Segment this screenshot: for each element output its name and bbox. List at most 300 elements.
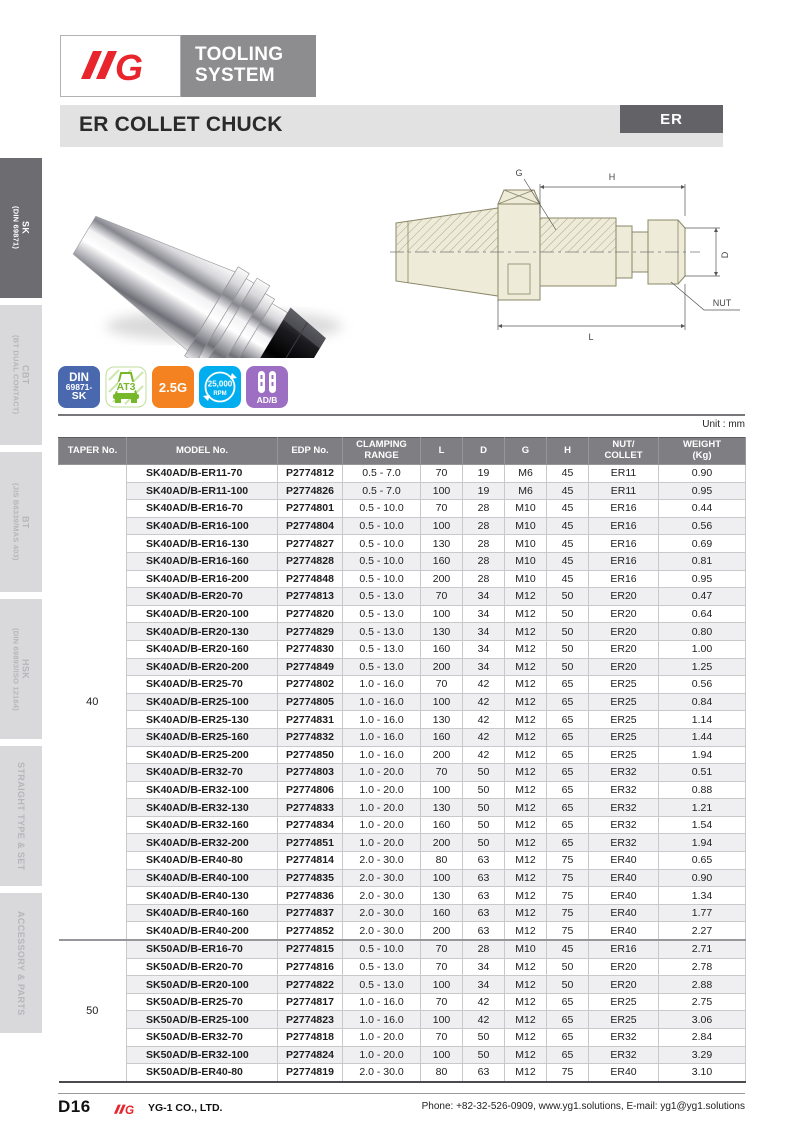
model-no-cell: SK40AD/B-ER16-100 bbox=[127, 517, 278, 535]
model-no-cell: SK40AD/B-ER25-100 bbox=[127, 693, 278, 711]
banner-line2: SYSTEM bbox=[195, 65, 275, 86]
sidebar-tab-label: CBT bbox=[20, 365, 31, 385]
din-badge-line2: 69871- bbox=[65, 382, 93, 393]
table-row bbox=[59, 781, 746, 799]
weight-cell: 0.80 bbox=[659, 623, 746, 641]
clamping-range-cell: 0.5 - 7.0 bbox=[343, 465, 421, 483]
at3-badge-label: AT3 bbox=[116, 381, 136, 393]
dim-g-cell: M12 bbox=[505, 869, 547, 887]
model-no-cell: SK40AD/B-ER20-160 bbox=[127, 640, 278, 658]
weight-cell: 2.78 bbox=[659, 958, 746, 976]
clamping-range-cell: 0.5 - 13.0 bbox=[343, 623, 421, 641]
dim-d-cell: 42 bbox=[463, 693, 505, 711]
nut-collet-cell: ER32 bbox=[589, 1046, 659, 1064]
sidebar-tab-sublabel: (JIS B6339/MAS 403) bbox=[11, 483, 21, 561]
dim-l-cell: 80 bbox=[421, 1064, 463, 1082]
clamping-range-cell: 1.0 - 16.0 bbox=[343, 728, 421, 746]
clamping-range-cell: 2.0 - 30.0 bbox=[343, 904, 421, 922]
table-row bbox=[59, 500, 746, 518]
nut-collet-cell: ER16 bbox=[589, 517, 659, 535]
weight-cell: 0.56 bbox=[659, 676, 746, 694]
edp-no-cell: P2774823 bbox=[278, 1011, 343, 1029]
dim-l-cell: 130 bbox=[421, 535, 463, 553]
weight-cell: 1.00 bbox=[659, 640, 746, 658]
model-no-cell: SK50AD/B-ER16-70 bbox=[127, 940, 278, 958]
dim-g-cell: M12 bbox=[505, 623, 547, 641]
dim-h-cell: 65 bbox=[547, 1029, 589, 1047]
model-no-cell: SK40AD/B-ER32-160 bbox=[127, 816, 278, 834]
dim-l-cell: 200 bbox=[421, 834, 463, 852]
dim-l-cell: 70 bbox=[421, 588, 463, 606]
table-header-row bbox=[59, 438, 746, 465]
table-row bbox=[59, 676, 746, 694]
edp-no-cell: P2774820 bbox=[278, 605, 343, 623]
sidebar-tab-label: SK bbox=[20, 221, 31, 235]
model-no-cell: SK50AD/B-ER20-100 bbox=[127, 976, 278, 994]
dim-d-cell: 50 bbox=[463, 781, 505, 799]
dim-h-cell: 45 bbox=[547, 570, 589, 588]
weight-cell: 1.21 bbox=[659, 799, 746, 817]
model-no-cell: SK50AD/B-ER32-100 bbox=[127, 1046, 278, 1064]
dim-g-cell: M10 bbox=[505, 500, 547, 518]
dim-l-cell: 100 bbox=[421, 517, 463, 535]
model-no-cell: SK40AD/B-ER20-130 bbox=[127, 623, 278, 641]
clamping-range-cell: 1.0 - 16.0 bbox=[343, 711, 421, 729]
table-row bbox=[59, 993, 746, 1011]
dim-l-cell: 100 bbox=[421, 869, 463, 887]
model-no-cell: SK40AD/B-ER16-200 bbox=[127, 570, 278, 588]
clamping-range-cell: 0.5 - 13.0 bbox=[343, 658, 421, 676]
clamping-range-cell: 1.0 - 20.0 bbox=[343, 781, 421, 799]
dim-g-cell: M12 bbox=[505, 640, 547, 658]
edp-no-cell: P2774818 bbox=[278, 1029, 343, 1047]
clamping-range-cell: 1.0 - 16.0 bbox=[343, 746, 421, 764]
sidebar-tab-label: STRAIGHT TYPE & SET bbox=[16, 761, 26, 871]
sidebar-tab-text bbox=[12, 206, 31, 249]
page-number: D16 bbox=[58, 1097, 91, 1116]
balance-grade-badge: 2.5G bbox=[152, 366, 194, 408]
dim-l-cell: 200 bbox=[421, 658, 463, 676]
clamping-range-cell: 1.0 - 16.0 bbox=[343, 1011, 421, 1029]
dim-l-cell: 160 bbox=[421, 728, 463, 746]
clamping-range-cell: 2.0 - 30.0 bbox=[343, 922, 421, 940]
edp-no-cell: P2774827 bbox=[278, 535, 343, 553]
sidebar-tab-sublabel: (DIN 69893/ISO 12164) bbox=[11, 627, 21, 711]
weight-cell: 0.69 bbox=[659, 535, 746, 553]
dim-l-cell: 160 bbox=[421, 640, 463, 658]
nut-collet-cell: ER25 bbox=[589, 676, 659, 694]
table-row bbox=[59, 904, 746, 922]
nut-collet-cell: ER25 bbox=[589, 728, 659, 746]
table-row bbox=[59, 693, 746, 711]
dim-g-cell: M12 bbox=[505, 904, 547, 922]
nut-collet-cell: ER20 bbox=[589, 623, 659, 641]
dim-d-cell: 42 bbox=[463, 746, 505, 764]
nut-collet-cell: ER16 bbox=[589, 500, 659, 518]
nut-collet-cell: ER40 bbox=[589, 904, 659, 922]
edp-no-cell: P2774803 bbox=[278, 764, 343, 782]
clamping-range-cell: 2.0 - 30.0 bbox=[343, 852, 421, 870]
dim-label-d: D bbox=[720, 251, 730, 259]
dim-l-cell: 160 bbox=[421, 816, 463, 834]
nut-collet-cell: ER32 bbox=[589, 834, 659, 852]
dim-l-cell: 100 bbox=[421, 482, 463, 500]
weight-cell: 1.44 bbox=[659, 728, 746, 746]
table-row bbox=[59, 976, 746, 994]
nut-collet-cell: ER40 bbox=[589, 887, 659, 905]
dim-l-cell: 70 bbox=[421, 993, 463, 1011]
model-no-cell: SK40AD/B-ER16-160 bbox=[127, 552, 278, 570]
edp-no-cell: P2774851 bbox=[278, 834, 343, 852]
table-row bbox=[59, 887, 746, 905]
edp-no-cell: P2774835 bbox=[278, 869, 343, 887]
dim-h-cell: 45 bbox=[547, 552, 589, 570]
dim-h-cell: 65 bbox=[547, 834, 589, 852]
dim-h-cell: 75 bbox=[547, 1064, 589, 1082]
nut-collet-cell: ER16 bbox=[589, 940, 659, 958]
sidebar-tab-sublabel: (BT DUAL CONTACT) bbox=[11, 335, 21, 415]
dim-h-cell: 65 bbox=[547, 711, 589, 729]
column-header: H bbox=[547, 438, 589, 465]
weight-cell: 0.64 bbox=[659, 605, 746, 623]
edp-no-cell: P2774822 bbox=[278, 976, 343, 994]
clamping-range-cell: 0.5 - 7.0 bbox=[343, 482, 421, 500]
nut-collet-cell: ER20 bbox=[589, 605, 659, 623]
dim-h-cell: 50 bbox=[547, 588, 589, 606]
edp-no-cell: P2774852 bbox=[278, 922, 343, 940]
nut-collet-cell: ER16 bbox=[589, 552, 659, 570]
edp-no-cell: P2774813 bbox=[278, 588, 343, 606]
dim-d-cell: 63 bbox=[463, 869, 505, 887]
clamping-range-cell: 2.0 - 30.0 bbox=[343, 869, 421, 887]
nut-collet-cell: ER20 bbox=[589, 640, 659, 658]
weight-cell: 1.77 bbox=[659, 904, 746, 922]
weight-cell: 0.84 bbox=[659, 693, 746, 711]
dim-l-cell: 70 bbox=[421, 940, 463, 958]
column-header: D bbox=[463, 438, 505, 465]
nut-collet-cell: ER20 bbox=[589, 976, 659, 994]
table-row bbox=[59, 552, 746, 570]
dim-g-cell: M12 bbox=[505, 799, 547, 817]
dim-l-cell: 100 bbox=[421, 693, 463, 711]
table-row bbox=[59, 711, 746, 729]
dim-h-cell: 75 bbox=[547, 887, 589, 905]
company-name: YG-1 CO., LTD. bbox=[148, 1102, 223, 1114]
table-row bbox=[59, 465, 746, 483]
table-row bbox=[59, 799, 746, 817]
edp-no-cell: P2774804 bbox=[278, 517, 343, 535]
table-row bbox=[59, 1064, 746, 1082]
dim-d-cell: 63 bbox=[463, 904, 505, 922]
dim-l-cell: 70 bbox=[421, 1029, 463, 1047]
dim-l-cell: 130 bbox=[421, 711, 463, 729]
model-no-cell: SK40AD/B-ER20-100 bbox=[127, 605, 278, 623]
edp-no-cell: P2774817 bbox=[278, 993, 343, 1011]
dim-h-cell: 65 bbox=[547, 816, 589, 834]
dim-h-cell: 50 bbox=[547, 605, 589, 623]
dim-d-cell: 28 bbox=[463, 552, 505, 570]
edp-no-cell: P2774849 bbox=[278, 658, 343, 676]
dim-l-cell: 130 bbox=[421, 887, 463, 905]
yg-logo-box bbox=[60, 35, 181, 97]
edp-no-cell: P2774829 bbox=[278, 623, 343, 641]
weight-cell: 2.88 bbox=[659, 976, 746, 994]
model-no-cell: SK50AD/B-ER25-100 bbox=[127, 1011, 278, 1029]
table-row bbox=[59, 535, 746, 553]
dim-g-cell: M12 bbox=[505, 1011, 547, 1029]
dim-h-cell: 75 bbox=[547, 904, 589, 922]
clamping-range-cell: 1.0 - 16.0 bbox=[343, 993, 421, 1011]
clamping-range-cell: 0.5 - 13.0 bbox=[343, 588, 421, 606]
clamping-range-cell: 1.0 - 16.0 bbox=[343, 693, 421, 711]
dim-g-cell: M12 bbox=[505, 658, 547, 676]
column-header: L bbox=[421, 438, 463, 465]
table-row bbox=[59, 746, 746, 764]
nut-collet-cell: ER16 bbox=[589, 570, 659, 588]
weight-cell: 0.90 bbox=[659, 869, 746, 887]
edp-no-cell: P2774812 bbox=[278, 465, 343, 483]
at3-taper-badge bbox=[105, 366, 147, 408]
dim-l-cell: 70 bbox=[421, 958, 463, 976]
weight-cell: 3.29 bbox=[659, 1046, 746, 1064]
model-no-cell: SK40AD/B-ER32-100 bbox=[127, 781, 278, 799]
nut-collet-cell: ER32 bbox=[589, 781, 659, 799]
dim-g-cell: M12 bbox=[505, 816, 547, 834]
nut-collet-cell: ER25 bbox=[589, 1011, 659, 1029]
dim-h-cell: 65 bbox=[547, 1046, 589, 1064]
sidebar-tab-text bbox=[12, 335, 31, 414]
dim-g-cell: M12 bbox=[505, 676, 547, 694]
nut-collet-cell: ER40 bbox=[589, 852, 659, 870]
taper-no-cell: 50 bbox=[59, 940, 127, 1082]
sidebar-tab-straight-type-set bbox=[0, 746, 42, 886]
coolant-badge-label: AD/B bbox=[256, 395, 278, 405]
page-title: ER COLLET CHUCK bbox=[79, 113, 283, 136]
weight-cell: 0.95 bbox=[659, 482, 746, 500]
table-row bbox=[59, 623, 746, 641]
sidebar-tab-cbt bbox=[0, 305, 42, 445]
dim-g-cell: M6 bbox=[505, 465, 547, 483]
dim-g-cell: M12 bbox=[505, 711, 547, 729]
dim-l-cell: 70 bbox=[421, 500, 463, 518]
weight-cell: 1.94 bbox=[659, 746, 746, 764]
table-row bbox=[59, 482, 746, 500]
dim-g-cell: M12 bbox=[505, 693, 547, 711]
technical-drawing bbox=[388, 160, 746, 348]
dim-h-cell: 45 bbox=[547, 940, 589, 958]
rpm-badge-value: 25,000 bbox=[207, 379, 233, 389]
nut-collet-cell: ER40 bbox=[589, 1064, 659, 1082]
weight-cell: 3.06 bbox=[659, 1011, 746, 1029]
dim-g-cell: M10 bbox=[505, 552, 547, 570]
dim-d-cell: 42 bbox=[463, 1011, 505, 1029]
dim-d-cell: 50 bbox=[463, 816, 505, 834]
sidebar-tab-hsk bbox=[0, 599, 42, 739]
table-row bbox=[59, 658, 746, 676]
dim-g-cell: M12 bbox=[505, 1046, 547, 1064]
yg-footer-logo-letter: G bbox=[125, 1104, 135, 1117]
dim-h-cell: 50 bbox=[547, 640, 589, 658]
dim-g-cell: M12 bbox=[505, 781, 547, 799]
spec-table bbox=[58, 437, 746, 1083]
table-row bbox=[59, 869, 746, 887]
dim-h-cell: 65 bbox=[547, 799, 589, 817]
dim-d-cell: 50 bbox=[463, 834, 505, 852]
dim-d-cell: 34 bbox=[463, 623, 505, 641]
clamping-range-cell: 1.0 - 20.0 bbox=[343, 1029, 421, 1047]
dim-d-cell: 50 bbox=[463, 1046, 505, 1064]
dim-d-cell: 28 bbox=[463, 535, 505, 553]
nut-collet-cell: ER40 bbox=[589, 869, 659, 887]
dim-h-cell: 65 bbox=[547, 693, 589, 711]
dim-d-cell: 42 bbox=[463, 993, 505, 1011]
column-header: WEIGHT (Kg) bbox=[659, 438, 746, 465]
model-no-cell: SK40AD/B-ER16-130 bbox=[127, 535, 278, 553]
footer-rule bbox=[58, 1093, 745, 1094]
tooling-system-banner bbox=[181, 35, 316, 97]
model-no-cell: SK40AD/B-ER25-130 bbox=[127, 711, 278, 729]
dim-g-cell: M12 bbox=[505, 887, 547, 905]
nut-collet-cell: ER11 bbox=[589, 482, 659, 500]
dim-g-cell: M10 bbox=[505, 517, 547, 535]
weight-cell: 0.47 bbox=[659, 588, 746, 606]
dim-l-cell: 160 bbox=[421, 552, 463, 570]
dim-d-cell: 19 bbox=[463, 482, 505, 500]
weight-cell: 2.71 bbox=[659, 940, 746, 958]
dim-h-cell: 75 bbox=[547, 922, 589, 940]
edp-no-cell: P2774805 bbox=[278, 693, 343, 711]
weight-cell: 0.88 bbox=[659, 781, 746, 799]
dim-d-cell: 28 bbox=[463, 500, 505, 518]
dim-h-cell: 45 bbox=[547, 500, 589, 518]
dim-d-cell: 63 bbox=[463, 922, 505, 940]
dim-g-cell: M10 bbox=[505, 535, 547, 553]
column-header: EDP No. bbox=[278, 438, 343, 465]
spec-badges bbox=[58, 366, 288, 408]
weight-cell: 0.65 bbox=[659, 852, 746, 870]
column-header: CLAMPING RANGE bbox=[343, 438, 421, 465]
weight-cell: 0.90 bbox=[659, 465, 746, 483]
yg-logo-letter: G bbox=[114, 47, 143, 88]
edp-no-cell: P2774806 bbox=[278, 781, 343, 799]
clamping-range-cell: 1.0 - 20.0 bbox=[343, 764, 421, 782]
model-no-cell: SK50AD/B-ER40-80 bbox=[127, 1064, 278, 1082]
dim-l-cell: 130 bbox=[421, 799, 463, 817]
dim-l-cell: 100 bbox=[421, 1011, 463, 1029]
clamping-range-cell: 0.5 - 10.0 bbox=[343, 940, 421, 958]
nut-collet-cell: ER20 bbox=[589, 658, 659, 676]
dim-g-cell: M12 bbox=[505, 588, 547, 606]
model-no-cell: SK40AD/B-ER16-70 bbox=[127, 500, 278, 518]
column-header: TAPER No. bbox=[59, 438, 127, 465]
nut-collet-cell: ER32 bbox=[589, 816, 659, 834]
sidebar-tab-text bbox=[16, 911, 26, 1016]
model-no-cell: SK40AD/B-ER40-80 bbox=[127, 852, 278, 870]
dim-l-cell: 200 bbox=[421, 570, 463, 588]
dim-g-cell: M12 bbox=[505, 922, 547, 940]
model-no-cell: SK50AD/B-ER25-70 bbox=[127, 993, 278, 1011]
dim-l-cell: 200 bbox=[421, 746, 463, 764]
dim-label-nut: NUT bbox=[712, 298, 732, 308]
edp-no-cell: P2774831 bbox=[278, 711, 343, 729]
dim-d-cell: 50 bbox=[463, 1029, 505, 1047]
max-rpm-badge bbox=[199, 366, 241, 408]
table-row bbox=[59, 834, 746, 852]
column-header: G bbox=[505, 438, 547, 465]
dim-h-cell: 65 bbox=[547, 676, 589, 694]
dim-d-cell: 19 bbox=[463, 465, 505, 483]
nut-collet-cell: ER40 bbox=[589, 922, 659, 940]
dim-h-cell: 75 bbox=[547, 852, 589, 870]
dim-h-cell: 65 bbox=[547, 1011, 589, 1029]
dim-g-cell: M12 bbox=[505, 605, 547, 623]
din-badge-line3: SK bbox=[71, 389, 87, 402]
clamping-range-cell: 2.0 - 30.0 bbox=[343, 887, 421, 905]
sidebar-tab-label: HSK bbox=[20, 658, 31, 680]
din-standard-badge bbox=[58, 366, 100, 408]
nut-collet-cell: ER25 bbox=[589, 746, 659, 764]
dim-l-cell: 200 bbox=[421, 922, 463, 940]
model-no-cell: SK40AD/B-ER32-70 bbox=[127, 764, 278, 782]
dim-label-l: L bbox=[588, 332, 594, 342]
clamping-range-cell: 0.5 - 10.0 bbox=[343, 570, 421, 588]
clamping-range-cell: 1.0 - 20.0 bbox=[343, 834, 421, 852]
clamping-range-cell: 0.5 - 13.0 bbox=[343, 605, 421, 623]
sidebar-tab-text bbox=[12, 483, 31, 561]
edp-no-cell: P2774826 bbox=[278, 482, 343, 500]
edp-no-cell: P2774815 bbox=[278, 940, 343, 958]
clamping-range-cell: 1.0 - 20.0 bbox=[343, 1046, 421, 1064]
weight-cell: 2.75 bbox=[659, 993, 746, 1011]
dim-h-cell: 50 bbox=[547, 976, 589, 994]
sidebar-tab-label: ACCESSORY & PARTS bbox=[16, 910, 26, 1016]
weight-cell: 0.56 bbox=[659, 517, 746, 535]
table-row bbox=[59, 588, 746, 606]
model-no-cell: SK40AD/B-ER25-70 bbox=[127, 676, 278, 694]
table-row bbox=[59, 1046, 746, 1064]
model-no-cell: SK40AD/B-ER40-160 bbox=[127, 904, 278, 922]
table-row bbox=[59, 852, 746, 870]
dim-g-cell: M12 bbox=[505, 834, 547, 852]
dim-g-cell: M12 bbox=[505, 1064, 547, 1082]
model-no-cell: SK40AD/B-ER40-100 bbox=[127, 869, 278, 887]
model-no-cell: SK40AD/B-ER25-200 bbox=[127, 746, 278, 764]
dim-h-cell: 50 bbox=[547, 623, 589, 641]
edp-no-cell: P2774833 bbox=[278, 799, 343, 817]
table-row bbox=[59, 605, 746, 623]
dim-l-cell: 70 bbox=[421, 465, 463, 483]
clamping-range-cell: 0.5 - 10.0 bbox=[343, 500, 421, 518]
dim-h-cell: 65 bbox=[547, 746, 589, 764]
sidebar-tab-label: BT bbox=[20, 515, 31, 529]
dim-g-cell: M12 bbox=[505, 746, 547, 764]
edp-no-cell: P2774830 bbox=[278, 640, 343, 658]
clamping-range-cell: 0.5 - 10.0 bbox=[343, 552, 421, 570]
dim-d-cell: 42 bbox=[463, 728, 505, 746]
clamping-range-cell: 0.5 - 10.0 bbox=[343, 535, 421, 553]
edp-no-cell: P2774836 bbox=[278, 887, 343, 905]
din-badge-line1: DIN bbox=[69, 371, 89, 384]
dim-d-cell: 28 bbox=[463, 517, 505, 535]
dim-h-cell: 45 bbox=[547, 535, 589, 553]
model-no-cell: SK40AD/B-ER25-160 bbox=[127, 728, 278, 746]
dim-g-cell: M12 bbox=[505, 976, 547, 994]
model-no-cell: SK50AD/B-ER20-70 bbox=[127, 958, 278, 976]
column-header: NUT/ COLLET bbox=[589, 438, 659, 465]
weight-cell: 2.27 bbox=[659, 922, 746, 940]
model-no-cell: SK40AD/B-ER40-130 bbox=[127, 887, 278, 905]
dim-l-cell: 70 bbox=[421, 676, 463, 694]
